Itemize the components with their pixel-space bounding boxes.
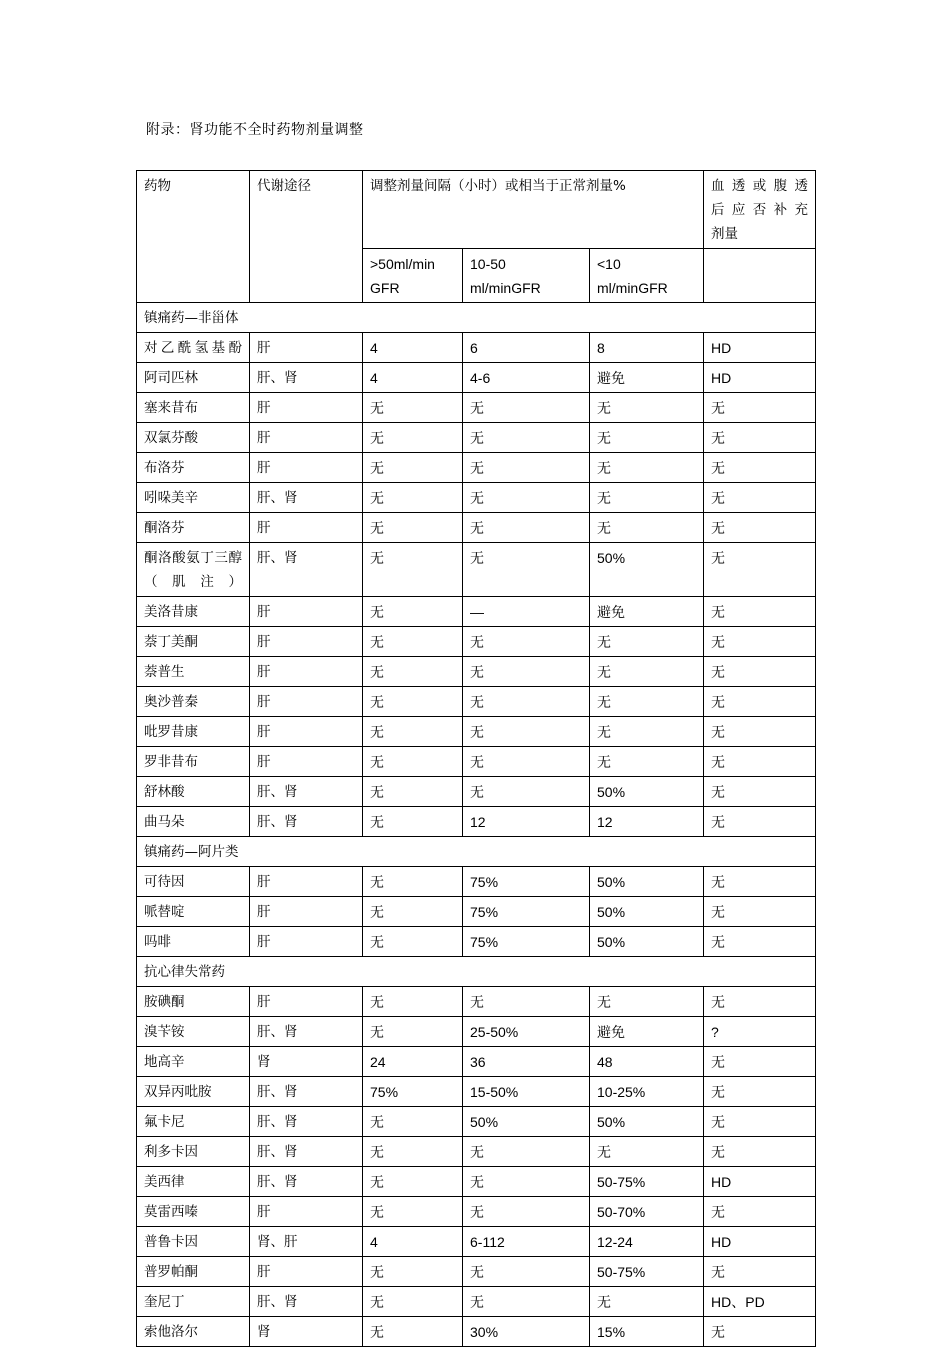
table-row [137, 1317, 816, 1347]
header-gfr3-line1: <10 [597, 256, 621, 272]
cell-gfr2: 无 [463, 987, 590, 1017]
table-row [137, 513, 816, 543]
table-row [137, 363, 816, 393]
cell-drug: 奎尼丁 [137, 1287, 250, 1317]
cell-dialysis: 无 [704, 393, 816, 423]
cell-route: 肝 [250, 513, 363, 543]
cell-dialysis: 无 [704, 927, 816, 957]
table-row [137, 1047, 816, 1077]
cell-route: 肝 [250, 927, 363, 957]
cell-route: 肝、肾 [250, 777, 363, 807]
cell-dialysis: 无 [704, 687, 816, 717]
cell-gfr2: 6 [463, 333, 590, 363]
cell-gfr3: 50-70% [590, 1197, 704, 1227]
cell-drug: 普罗帕酮 [137, 1257, 250, 1287]
cell-route: 肝 [250, 657, 363, 687]
cell-gfr3: 无 [590, 717, 704, 747]
cell-gfr3: 50% [590, 777, 704, 807]
cell-dialysis: HD、PD [704, 1287, 816, 1317]
cell-route: 肝 [250, 393, 363, 423]
cell-gfr3: 50% [590, 867, 704, 897]
table-row [137, 687, 816, 717]
cell-gfr2: 36 [463, 1047, 590, 1077]
cell-route: 肝 [250, 423, 363, 453]
cell-dialysis: 无 [704, 987, 816, 1017]
header-dialysis-line3: 剂量 [711, 226, 739, 242]
table-row [137, 747, 816, 777]
cell-dialysis: 无 [704, 1047, 816, 1077]
cell-gfr2: 12 [463, 807, 590, 837]
cell-gfr2: 25-50% [463, 1017, 590, 1047]
cell-route: 肝 [250, 867, 363, 897]
cell-drug: 阿司匹林 [137, 363, 250, 393]
cell-gfr2: 无 [463, 423, 590, 453]
cell-route: 肝、肾 [250, 1077, 363, 1107]
cell-dialysis: 无 [704, 657, 816, 687]
cell-gfr2: 无 [463, 777, 590, 807]
cell-gfr1: 无 [363, 423, 463, 453]
cell-route: 肝 [250, 1197, 363, 1227]
cell-gfr2: 无 [463, 1287, 590, 1317]
table-row [137, 987, 816, 1017]
table-row [137, 453, 816, 483]
cell-gfr2: 无 [463, 513, 590, 543]
cell-gfr2: 无 [463, 687, 590, 717]
table-row [137, 1137, 816, 1167]
cell-gfr3: 无 [590, 513, 704, 543]
header-gfr3-line2: ml/minGFR [597, 280, 668, 296]
table-row [137, 1227, 816, 1257]
section-row [137, 957, 816, 987]
header-gfr2-line2: ml/minGFR [470, 280, 541, 296]
table-row [137, 1287, 816, 1317]
section-title: 镇痛药—非甾体 [137, 303, 816, 333]
cell-dialysis: 无 [704, 867, 816, 897]
cell-route: 肝、肾 [250, 363, 363, 393]
cell-drug: 吡罗昔康 [137, 717, 250, 747]
table-row [137, 1077, 816, 1107]
cell-gfr2: 30% [463, 1317, 590, 1347]
cell-gfr2: 无 [463, 393, 590, 423]
cell-gfr1: 无 [363, 453, 463, 483]
table-row [137, 1107, 816, 1137]
cell-drug: 酮洛酸氨丁三醇（肌注） [137, 543, 250, 597]
cell-gfr2: 75% [463, 897, 590, 927]
cell-route: 肝、肾 [250, 1287, 363, 1317]
cell-gfr3: 无 [590, 453, 704, 483]
header-dialysis [704, 171, 816, 249]
cell-gfr3: 50-75% [590, 1257, 704, 1287]
cell-drug: 普鲁卡因 [137, 1227, 250, 1257]
cell-route: 肝 [250, 627, 363, 657]
cell-gfr3: 无 [590, 393, 704, 423]
table-row [137, 333, 816, 363]
header-adjust: 调整剂量间隔（小时）或相当于正常剂量% [363, 171, 704, 249]
cell-gfr1: 4 [363, 363, 463, 393]
cell-dialysis: ? [704, 1017, 816, 1047]
cell-gfr2: 15-50% [463, 1077, 590, 1107]
cell-gfr2: 无 [463, 627, 590, 657]
cell-dialysis: 无 [704, 1257, 816, 1287]
cell-drug: 美洛昔康 [137, 597, 250, 627]
cell-drug: 哌替啶 [137, 897, 250, 927]
table-row [137, 627, 816, 657]
cell-dialysis: 无 [704, 513, 816, 543]
cell-gfr1: 无 [363, 597, 463, 627]
cell-dialysis: 无 [704, 717, 816, 747]
cell-drug: 莫雷西嗪 [137, 1197, 250, 1227]
cell-drug: 溴苄铵 [137, 1017, 250, 1047]
cell-gfr3: 无 [590, 423, 704, 453]
header-gfr2 [463, 249, 590, 303]
cell-gfr2: 无 [463, 1257, 590, 1287]
cell-gfr1: 无 [363, 1167, 463, 1197]
cell-gfr2: 75% [463, 927, 590, 957]
cell-gfr1: 无 [363, 717, 463, 747]
cell-gfr2: 无 [463, 1167, 590, 1197]
cell-route: 肝、肾 [250, 483, 363, 513]
cell-drug: 舒林酸 [137, 777, 250, 807]
cell-drug: 双异丙吡胺 [137, 1077, 250, 1107]
cell-dialysis: 无 [704, 453, 816, 483]
cell-gfr1: 无 [363, 1137, 463, 1167]
cell-route: 肝 [250, 687, 363, 717]
cell-gfr3: 50% [590, 543, 704, 597]
header-gfr1-line1: >50ml/min [370, 256, 435, 272]
table-row [137, 423, 816, 453]
cell-drug: 萘普生 [137, 657, 250, 687]
cell-gfr1: 无 [363, 483, 463, 513]
cell-gfr1: 无 [363, 393, 463, 423]
cell-drug: 氟卡尼 [137, 1107, 250, 1137]
cell-gfr2: 50% [463, 1107, 590, 1137]
cell-dialysis: HD [704, 363, 816, 393]
cell-route: 肝、肾 [250, 1017, 363, 1047]
cell-gfr1: 无 [363, 987, 463, 1017]
cell-gfr3: 50-75% [590, 1167, 704, 1197]
cell-dialysis: 无 [704, 1137, 816, 1167]
cell-route: 肝 [250, 747, 363, 777]
cell-drug: 曲马朵 [137, 807, 250, 837]
cell-drug: 索他洛尔 [137, 1317, 250, 1347]
table-row [137, 393, 816, 423]
cell-route: 肝 [250, 1257, 363, 1287]
section-row [137, 303, 816, 333]
table-row [137, 1197, 816, 1227]
cell-gfr1: 无 [363, 867, 463, 897]
cell-gfr3: 50% [590, 927, 704, 957]
cell-gfr2: 无 [463, 1137, 590, 1167]
table-row [137, 897, 816, 927]
cell-route: 肝、肾 [250, 1167, 363, 1197]
cell-gfr3: 50% [590, 897, 704, 927]
cell-gfr2: — [463, 597, 590, 627]
table-row [137, 1167, 816, 1197]
cell-dialysis: 无 [704, 627, 816, 657]
cell-drug: 吲哚美辛 [137, 483, 250, 513]
cell-drug: 美西律 [137, 1167, 250, 1197]
cell-drug: 酮洛芬 [137, 513, 250, 543]
header-gfr2-line1: 10-50 [470, 256, 506, 272]
cell-gfr2: 无 [463, 453, 590, 483]
cell-gfr2: 无 [463, 483, 590, 513]
cell-drug: 双氯芬酸 [137, 423, 250, 453]
cell-route: 肝 [250, 333, 363, 363]
table-row [137, 717, 816, 747]
cell-gfr1: 无 [363, 1197, 463, 1227]
cell-gfr2: 无 [463, 747, 590, 777]
table-row [137, 867, 816, 897]
cell-gfr3: 无 [590, 747, 704, 777]
cell-gfr1: 无 [363, 1287, 463, 1317]
cell-dialysis: 无 [704, 897, 816, 927]
cell-dialysis: 无 [704, 1077, 816, 1107]
cell-route: 肾、肝 [250, 1227, 363, 1257]
cell-gfr2: 无 [463, 657, 590, 687]
cell-route: 肝 [250, 987, 363, 1017]
cell-gfr3: 10-25% [590, 1077, 704, 1107]
header-dialysis-line2: 后应否补充 [711, 202, 809, 218]
cell-drug: 吗啡 [137, 927, 250, 957]
cell-dialysis: 无 [704, 807, 816, 837]
cell-route: 肝、肾 [250, 1137, 363, 1167]
cell-drug: 对乙酰氢基酚 [137, 333, 250, 363]
cell-gfr3: 无 [590, 483, 704, 513]
table-row [137, 1017, 816, 1047]
cell-gfr1: 无 [363, 1257, 463, 1287]
cell-drug: 利多卡因 [137, 1137, 250, 1167]
table-row [137, 807, 816, 837]
cell-route: 肝 [250, 453, 363, 483]
cell-dialysis: 无 [704, 747, 816, 777]
cell-gfr3: 无 [590, 1287, 704, 1317]
table-row [137, 657, 816, 687]
cell-gfr1: 无 [363, 687, 463, 717]
table-row [137, 597, 816, 627]
cell-dialysis: HD [704, 333, 816, 363]
cell-route: 肝 [250, 597, 363, 627]
cell-gfr1: 无 [363, 657, 463, 687]
cell-gfr2: 无 [463, 1197, 590, 1227]
cell-route: 肝、肾 [250, 1107, 363, 1137]
table-row [137, 927, 816, 957]
section-row [137, 837, 816, 867]
cell-drug: 可待因 [137, 867, 250, 897]
cell-dialysis: 无 [704, 543, 816, 597]
cell-dialysis: 无 [704, 777, 816, 807]
cell-dialysis: 无 [704, 1107, 816, 1137]
page-title: 附录：肾功能不全时药物剂量调整 [146, 122, 364, 138]
header-gfr3 [590, 249, 704, 303]
cell-dialysis: 无 [704, 1317, 816, 1347]
cell-drug: 地高辛 [137, 1047, 250, 1077]
header-row [137, 171, 816, 249]
header-gfr1 [363, 249, 463, 303]
cell-gfr1: 4 [363, 1227, 463, 1257]
cell-gfr1: 无 [363, 1107, 463, 1137]
cell-drug: 塞来昔布 [137, 393, 250, 423]
cell-route: 肾 [250, 1317, 363, 1347]
cell-dialysis: HD [704, 1227, 816, 1257]
header-dialysis-line1: 血透或腹透 [711, 178, 809, 194]
cell-dialysis: 无 [704, 597, 816, 627]
cell-gfr1: 24 [363, 1047, 463, 1077]
header-route: 代谢途径 [250, 171, 363, 303]
dosage-table [136, 170, 816, 1347]
cell-gfr3: 15% [590, 1317, 704, 1347]
cell-gfr2: 无 [463, 543, 590, 597]
cell-gfr3: 无 [590, 627, 704, 657]
cell-gfr3: 无 [590, 687, 704, 717]
cell-gfr1: 无 [363, 897, 463, 927]
section-title: 镇痛药—阿片类 [137, 837, 816, 867]
cell-route: 肝、肾 [250, 807, 363, 837]
cell-drug: 罗非昔布 [137, 747, 250, 777]
cell-gfr2: 6-112 [463, 1227, 590, 1257]
cell-gfr3: 避免 [590, 597, 704, 627]
table-row [137, 483, 816, 513]
cell-gfr1: 无 [363, 807, 463, 837]
cell-gfr2: 75% [463, 867, 590, 897]
cell-route: 肝 [250, 897, 363, 927]
header-drug: 药物 [137, 171, 250, 303]
cell-drug: 萘丁美酮 [137, 627, 250, 657]
cell-gfr1: 无 [363, 627, 463, 657]
cell-gfr3: 无 [590, 987, 704, 1017]
cell-gfr1: 无 [363, 747, 463, 777]
cell-dialysis: 无 [704, 483, 816, 513]
cell-gfr3: 避免 [590, 363, 704, 393]
cell-dialysis: 无 [704, 423, 816, 453]
cell-gfr1: 无 [363, 927, 463, 957]
cell-gfr3: 无 [590, 657, 704, 687]
cell-dialysis: 无 [704, 1197, 816, 1227]
cell-gfr1: 75% [363, 1077, 463, 1107]
cell-gfr1: 无 [363, 1017, 463, 1047]
cell-gfr3: 12-24 [590, 1227, 704, 1257]
header-gfr1-line2: GFR [370, 280, 400, 296]
table-row [137, 1257, 816, 1287]
cell-drug: 胺碘酮 [137, 987, 250, 1017]
cell-gfr1: 4 [363, 333, 463, 363]
cell-gfr2: 无 [463, 717, 590, 747]
table-row [137, 777, 816, 807]
cell-route: 肾 [250, 1047, 363, 1077]
cell-route: 肝 [250, 717, 363, 747]
section-title: 抗心律失常药 [137, 957, 816, 987]
cell-gfr3: 8 [590, 333, 704, 363]
cell-gfr1: 无 [363, 1317, 463, 1347]
cell-gfr1: 无 [363, 777, 463, 807]
cell-gfr3: 12 [590, 807, 704, 837]
cell-gfr2: 4-6 [463, 363, 590, 393]
cell-drug: 奥沙普秦 [137, 687, 250, 717]
cell-drug: 布洛芬 [137, 453, 250, 483]
cell-gfr1: 无 [363, 543, 463, 597]
cell-gfr3: 无 [590, 1137, 704, 1167]
cell-gfr1: 无 [363, 513, 463, 543]
header-dialysis-empty [704, 249, 816, 303]
cell-route: 肝、肾 [250, 543, 363, 597]
cell-gfr3: 48 [590, 1047, 704, 1077]
cell-dialysis: HD [704, 1167, 816, 1197]
cell-gfr3: 50% [590, 1107, 704, 1137]
cell-gfr3: 避免 [590, 1017, 704, 1047]
table-row [137, 543, 816, 597]
